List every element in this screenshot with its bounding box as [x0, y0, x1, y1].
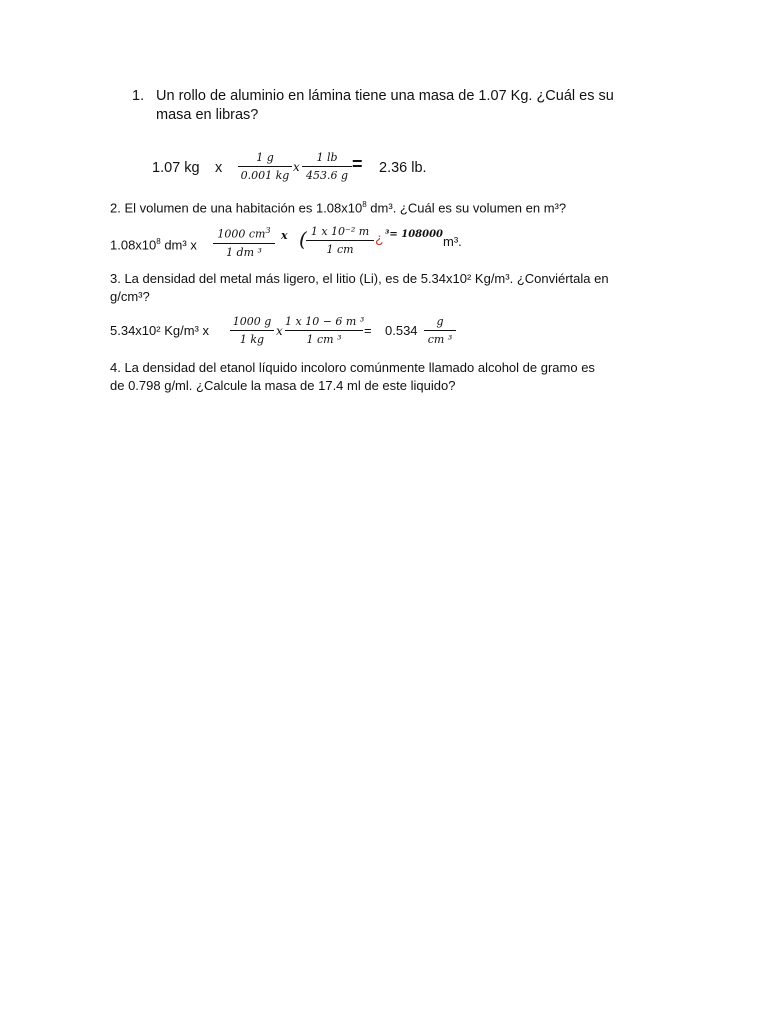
q3-text-line1: 3. La densidad del metal más ligero, el litio (Li), es de 5.34x10² Kg/m³. ¿Conviértala en: [110, 271, 609, 286]
q3-fraction-2: [285, 315, 363, 346]
q1-fraction-1-numerator: 1 g: [256, 151, 274, 164]
q2-lead-value: [110, 233, 197, 254]
q2-result: ³= 108000: [385, 229, 443, 240]
q2-text-exponent: 8: [362, 200, 367, 209]
q1-fraction-2: [302, 151, 352, 182]
q2-inverted-question-mark: ¿: [375, 230, 384, 246]
q1-fraction-2-denominator: 453.6 g: [305, 169, 349, 182]
q3-fraction-3-numerator: g: [436, 315, 444, 328]
fraction-bar: [238, 166, 292, 167]
q2-open-paren: (: [299, 227, 307, 251]
q3-fraction-3-denominator: cm ³: [427, 333, 453, 346]
q4-text-line2: de 0.798 g/ml. ¿Calcule la masa de 17.4 ml de este liquido?: [110, 378, 456, 393]
q1-text-line2: masa en libras?: [156, 107, 259, 123]
q2-fraction-1-numerator: [213, 224, 275, 241]
fraction-bar: [213, 243, 275, 244]
q2-fraction-2-numerator: 1 x 10⁻² m: [310, 225, 370, 238]
q3-fraction-2-numerator: 1 x 10 − 6 m ³: [285, 315, 365, 328]
q1-text-line1: Un rollo de aluminio en lámina tiene una masa de 1.07 Kg. ¿Cuál es su: [156, 88, 614, 104]
fraction-bar: [306, 240, 374, 241]
q2-text-pre: 2. El volumen de una habitación es 1.08x10: [110, 200, 363, 216]
q3-fraction-1-numerator: 1000 g: [232, 315, 272, 328]
q3-fraction-1: [230, 315, 274, 346]
q1-lead-value: 1.07 kg: [152, 160, 200, 176]
q3-fraction-1-denominator: 1 kg: [239, 333, 265, 346]
q1-times-small: x: [293, 160, 300, 174]
q4-text-line1: 4. La densidad del etanol líquido incoloro comúnmente llamado alcohol de gramo es: [110, 360, 595, 375]
q3-result: 0.534: [385, 323, 418, 338]
fraction-bar: [424, 330, 456, 331]
q2-fraction-2-denominator: 1 cm: [326, 243, 354, 256]
q3-times-small: x: [276, 324, 283, 338]
q2-fraction-1: [213, 224, 275, 259]
q3-fraction-3: [424, 315, 456, 346]
q2-text: [110, 196, 566, 217]
fraction-bar: [285, 330, 363, 331]
q1-number: 1.: [132, 88, 145, 104]
q2-fraction-1-numerator-exponent: 3: [265, 226, 271, 235]
q2-lead-pre: 1.08x10: [110, 237, 157, 253]
q3-fraction-2-denominator: 1 cm ³: [306, 333, 342, 346]
q2-fraction-2: [306, 225, 374, 256]
q2-lead-exponent: 8: [156, 237, 161, 246]
q1-fraction-1: [238, 151, 292, 182]
q3-text-line2: g/cm³?: [110, 289, 150, 304]
q2-times: x: [281, 229, 288, 242]
q2-unit: m³.: [443, 234, 462, 249]
q3-lead-value: 5.34x10² Kg/m³ x: [110, 323, 209, 338]
q1-equals: =: [352, 154, 363, 174]
q2-lead-post: dm³ x: [160, 237, 197, 253]
fraction-bar: [230, 330, 274, 331]
q2-fraction-1-denominator: 1 dm ³: [226, 245, 262, 259]
fraction-bar: [302, 166, 352, 167]
q1-result: 2.36 lb.: [379, 160, 427, 176]
q1-times: x: [215, 160, 223, 176]
q1-fraction-1-denominator: 0.001 kg: [240, 169, 290, 182]
q2-text-post: dm³. ¿Cuál es su volumen en m³?: [366, 200, 567, 216]
q1-fraction-2-numerator: 1 lb: [316, 151, 338, 164]
q2-fraction-1-numerator-text: 1000 cm: [217, 227, 266, 241]
q3-equals: =: [364, 323, 372, 338]
